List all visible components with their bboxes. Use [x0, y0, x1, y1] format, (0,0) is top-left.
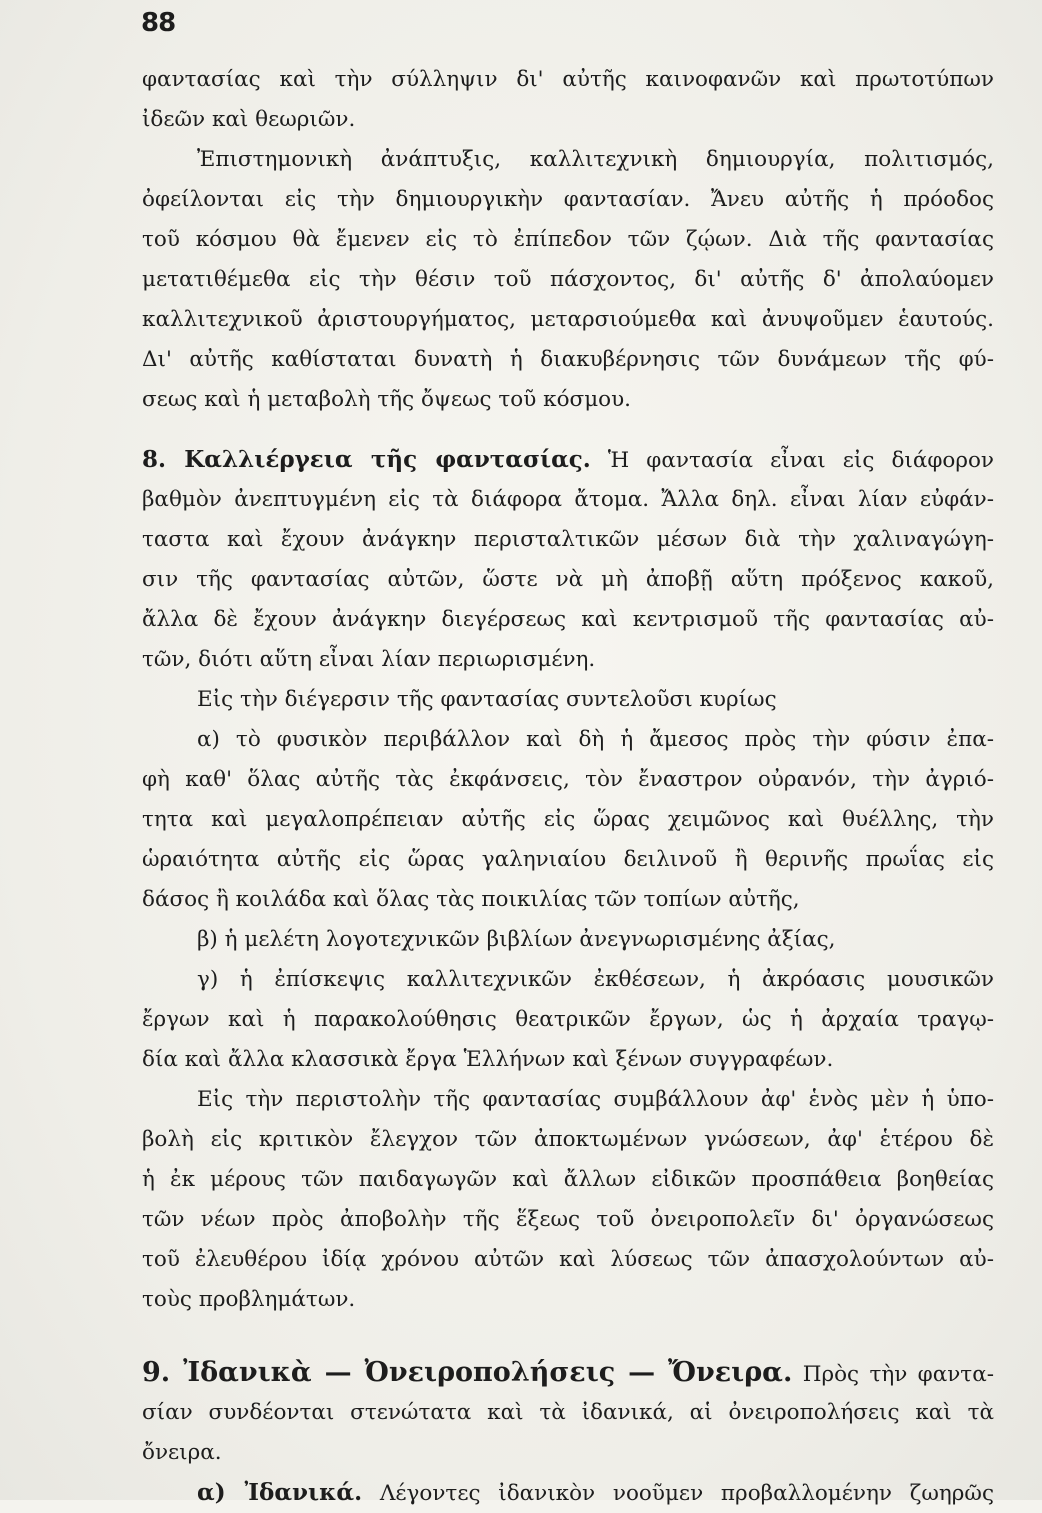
text-line: σιν τῆς φαντασίας αὐτῶν, ὥστε νὰ μὴ ἀποβῇ αὕτη πρόξενος κακοῦ,: [142, 567, 994, 592]
text-line: Δι' αὐτῆς καθίσταται δυνατὴ ἡ διακυβέρνησις τῶν δυνάμεων τῆς φύ-: [142, 347, 994, 372]
section-heading-line: [142, 1353, 994, 1393]
text-line: ἄλλα δὲ ἔχουν ἀνάγκην διεγέρσεως καὶ κεντρισμοῦ τῆς φαντασίας αὐ-: [142, 607, 994, 632]
text-line: Ἐπιστημονικὴ ἀνάπτυξις, καλλιτεχνικὴ δημιουργία, πολιτισμός,: [197, 147, 994, 172]
text-line: βολὴ εἰς κριτικὸν ἔλεγχον τῶν ἀποκτωμένων γνώσεων, ἀφ' ἑτέρου δὲ: [142, 1127, 994, 1152]
spacer: [142, 420, 994, 440]
text-line: καλλιτεχνικοῦ ἀριστουργήματος, μεταρσιούμεθα καὶ ἀνυψοῦμεν ἑαυτούς.: [142, 307, 994, 332]
text-line: τοὺς προβλημάτων.: [142, 1287, 356, 1312]
text-line: τητα καὶ μεγαλοπρέπειαν αὐτῆς εἰς ὥρας χειμῶνος καὶ θυέλλης, τὴν: [142, 807, 994, 832]
text-line: φαντασίας καὶ τὴν σύλληψιν δι' αὐτῆς καινοφανῶν καὶ πρωτοτύπων: [142, 67, 994, 92]
text-line: δία καὶ ἄλλα κλασσικὰ ἔργα Ἑλλήνων καὶ ξένων συγγραφέων.: [142, 1047, 834, 1072]
subsection-a-text: Λέγοντες ἰδανικὸν νοοῦμεν προβαλλομένην ζωηρῶς: [379, 1481, 994, 1506]
text-line: ἡ ἐκ μέρους τῶν παιδαγωγῶν καὶ ἄλλων εἰδικῶν προσπάθεια βοηθείας: [142, 1167, 994, 1192]
text-line: Εἰς τὴν διέγερσιν τῆς φαντασίας συντελοῦσι κυρίως: [197, 687, 777, 712]
text-line: β) ἡ μελέτη λογοτεχνικῶν βιβλίων ἀνεγνωρισμένης ἀξίας,: [197, 927, 836, 952]
text-line: σίαν συνδέονται στενώτατα καὶ τὰ ἰδανικά, αἱ ὀνειροπολήσεις καὶ τὰ: [142, 1400, 994, 1425]
text-line: ὀφείλονται εἰς τὴν δημιουργικὴν φαντασίαν. Ἄνευ αὐτῆς ἡ πρόοδος: [142, 187, 994, 212]
spacer: [142, 1320, 994, 1353]
text-line: γ) ἡ ἐπίσκεψις καλλιτεχνικῶν ἐκθέσεων, ἡ ἀκρόασις μουσικῶν: [197, 967, 994, 992]
text-line: βαθμὸν ἀνεπτυγμένη εἰς τὰ διάφορα ἄτομα. Ἄλλα δηλ. εἶναι λίαν εὐφάν-: [142, 487, 994, 512]
section-9-text: Πρὸς τὴν φαντα-: [802, 1362, 994, 1387]
text-line: ἔργων καὶ ἡ παρακολούθησις θεατρικῶν ἔργων, ὡς ἡ ἀρχαία τραγῳ-: [142, 1007, 994, 1032]
text-line: ἰδεῶν καὶ θεωριῶν.: [142, 107, 356, 132]
body-text: [142, 60, 994, 1513]
text-line: τῶν, διότι αὕτη εἶναι λίαν περιωρισμένη.: [142, 647, 596, 672]
text-line: μετατιθέμεθα εἰς τὴν θέσιν τοῦ πάσχοντος, δι' αὐτῆς δ' ἀπολαύομεν: [142, 267, 994, 292]
text-line: τῶν νέων πρὸς ἀποβολὴν τῆς ἕξεως τοῦ ὀνειροπολεῖν δι' ὀργανώσεως: [142, 1207, 994, 1232]
text-line: δάσος ἢ κοιλάδα καὶ ὅλας τὰς ποικιλίας τῶν τοπίων αὐτῆς,: [142, 887, 800, 912]
section-heading-line: [142, 440, 994, 480]
text-line: α) τὸ φυσικὸν περιβάλλον καὶ δὴ ἡ ἄμεσος πρὸς τὴν φύσιν ἐπα-: [197, 727, 994, 752]
subsection-line: [142, 1473, 994, 1513]
page-number: 88: [141, 8, 176, 38]
text-line: τοῦ κόσμου θὰ ἔμενεν εἰς τὸ ἐπίπεδον τῶν ζῴων. Διὰ τῆς φαντασίας: [142, 227, 994, 252]
text-line: Εἰς τὴν περιστολὴν τῆς φαντασίας συμβάλλουν ἀφ' ἑνὸς μὲν ἡ ὑπο-: [197, 1087, 994, 1112]
section-heading-9: 9. Ἰδανικὰ — Ὀνειροπολήσεις — Ὄνειρα.: [142, 1357, 793, 1388]
text-line: ὡραιότητα αὐτῆς εἰς ὥρας γαληνιαίου δειλινοῦ ἢ θερινῆς πρωΐας εἰς: [142, 847, 994, 872]
section-8-text: Ἡ φαντασία εἶναι εἰς διάφορον: [607, 448, 994, 473]
text-line: φὴ καθ' ὅλας αὐτῆς τὰς ἐκφάνσεις, τὸν ἔναστρον οὐρανόν, τὴν ἀγριό-: [142, 767, 994, 792]
text-line: ταστα καὶ ἔχουν ἀνάγκην περισταλτικῶν μέσων διὰ τὴν χαλιναγώγη-: [142, 527, 994, 552]
section-heading-8: 8. Καλλιέργεια τῆς φαντασίας.: [142, 446, 591, 473]
text-line: ὄνειρα.: [142, 1440, 222, 1465]
text-line: τοῦ ἐλευθέρου ἰδίᾳ χρόνου αὐτῶν καὶ λύσεως τῶν ἀπασχολούντων αὐ-: [142, 1247, 994, 1272]
text-line: σεως καὶ ἡ μεταβολὴ τῆς ὄψεως τοῦ κόσμου.: [142, 387, 632, 412]
subsection-heading-a: α) Ἰδανικά.: [197, 1479, 363, 1506]
